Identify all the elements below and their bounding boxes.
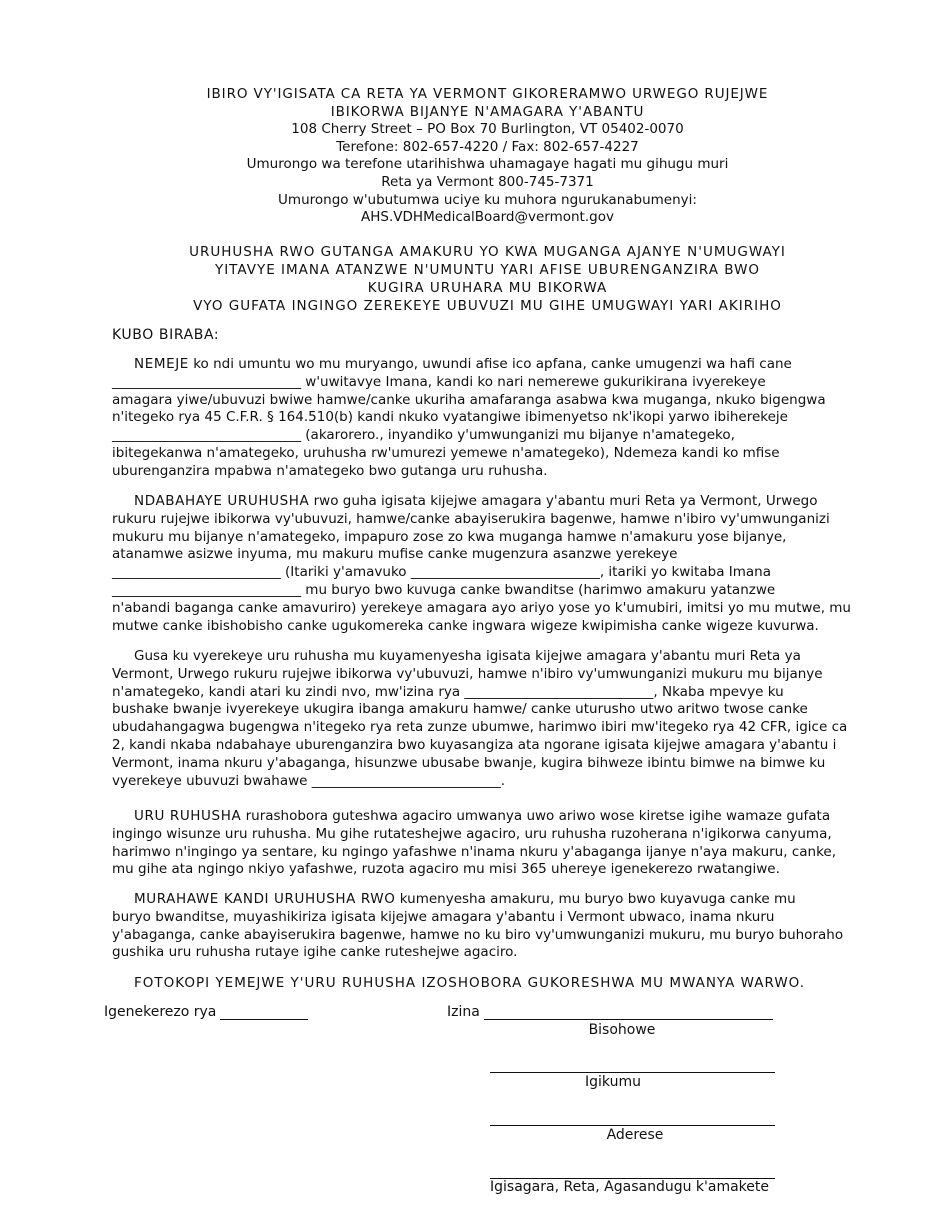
- date-label: Igenekerezo rya: [104, 1004, 217, 1020]
- paragraph-line: y'abaganga, canke abayiserukira bagenwe, hamwe no ku biro vy'umwunganizi mukuru, mu buryo buhoraho: [112, 926, 844, 943]
- printed-name-line[interactable]: [490, 1072, 775, 1073]
- paragraph-line: n'itegeko rya 45 C.F.R. § 164.510(b) kandi nkuko vyatangiwe ibimenyetso nk'ikopi yarwo ibiherekeje: [112, 409, 788, 426]
- paragraph-line: gushika uru ruhusha rutaye igihe canke ruteshejwe agaciro.: [112, 944, 518, 961]
- agency-name-line2: IBIKORWA BIJANYE N'AMAGARA Y'ABANTU: [330, 103, 645, 120]
- form-title: [100, 243, 875, 315]
- paragraph-line: uburenganzira mpabwa n'amategeko bwo gutanga uru ruhusha.: [112, 462, 548, 479]
- paragraph-line: ____________________________ (akarorero., inyandiko y'umwunganizi mu bijanye n'amategeko,: [112, 427, 735, 444]
- name-label: Izina: [447, 1004, 480, 1020]
- tollfree-line1: Umurongo wa terefone utarihishwa uhamagaye hagati mu gihugu muri: [246, 156, 729, 173]
- paragraph-line: 2, kandi nkaba ndabahaye uburenganzira bwo kuyasangiza ata ngorane igisata kijejwe amagara y'abantu i: [112, 736, 837, 753]
- agency-address: 108 Cherry Street – PO Box 70 Burlington, VT 05402-0070: [291, 121, 684, 138]
- paragraph-line: atanamwe asizwe inyuma, mu makuru mufise canke mugenzura asanzwe yerekeye: [112, 546, 678, 563]
- paragraph-line: _________________________ (Itariki y'amavuko ____________________________, itariki yo kwitaba Imana: [112, 564, 771, 581]
- address-caption: Aderese: [606, 1127, 664, 1143]
- date-line[interactable]: [220, 1019, 308, 1020]
- agency-header: [100, 86, 875, 227]
- paragraph-lead: NEMEJE: [134, 356, 189, 372]
- paragraph-line: mu gihe ata ngingo nkiyo yafashwe, ruzota agaciro mu misi 365 uhereye igenekerezo rwatangiwe.: [112, 861, 780, 878]
- paragraph-line: n'amategeko, kandi atari ku zindi nvo, mw'izina rya ____________________________, Nkaba mpevye ku: [112, 683, 784, 700]
- paragraph-text: ko ndi umuntu wo mu muryango, uwundi afise ico apfana, canke umugenzi wa hafi cane: [188, 356, 792, 372]
- paragraph-line: mukuru mu bijanye n'amategeko, impapuro zose zo kwa muganga hamwe n'amakuru yose bijanye,: [112, 528, 787, 545]
- tollfree-line2: Reta ya Vermont 800-745-7371: [381, 173, 594, 190]
- paragraph-revocation: [112, 808, 858, 879]
- paragraph-line: ibitegekanwa n'amategeko, uruhusha rw'umurezi yemewe n'amategeko), Ndemeza kandi ko mfise: [112, 444, 780, 461]
- paragraph-disclosure: [112, 891, 858, 962]
- paragraph-line: rukuru rujejwe ibikorwa vy'ubuvuzi, hamwe/canke abayiserukira bagenwe, hamwe n'ibiro vy'umwunganizi: [112, 510, 830, 527]
- paragraph-line: ____________________________ mu buryo bwo kuvuga canke bwanditse (harimwo amakuru yatanzwe: [112, 581, 776, 598]
- paragraph-line: harimwo n'ingingo ya sentare, ku ngingo yafashwe n'inama nkuru y'abaganga ijanye n'aya makuru, canke,: [112, 843, 837, 860]
- address-line[interactable]: [490, 1125, 775, 1126]
- paragraph-authorize: [112, 493, 858, 635]
- paragraph-text: rwo guha igisata kijejwe amagara y'abantu muri Reta ya Vermont, Urwego: [309, 493, 818, 509]
- name-line[interactable]: [484, 1019, 773, 1020]
- paragraph-text: rurashobora guteshwa agaciro umwanya uwo ariwo wose kiretse igihe wamaze gufata: [241, 808, 831, 824]
- paragraph-line: Vermont, inama nkuru y'abaganga, hisunzwe ubusabe bwanje, kugira bihweze ibintu bimwe na bimwe ku: [112, 754, 826, 771]
- paragraph-line: bushake bwanje ivyerekeye ukugira ibanga amakuru hamwe/ canke uturusho utwo aritwo twose canke: [112, 701, 808, 718]
- paragraph-line: ubudahangagwa bugengwa n'itegeko rya reta zunze ubumwe, harimwo ibiri mw'itegeko rya 42 CFR, igice ca: [112, 719, 848, 736]
- paragraph-line: Vermont, Urwego rukuru rujejwe ibikorwa vy'ubuvuzi, hamwe n'ibiro vy'umwunganizi mukuru mu bijanye: [112, 665, 823, 682]
- paragraph-line: [112, 891, 858, 909]
- agency-email: AHS.VDHMedicalBoard@vermont.gov: [361, 209, 614, 226]
- paragraph-waiver: [112, 648, 858, 790]
- paragraph-line: amagara yiwe/ubuvuzi bwiwe hamwe/canke ukuriha amafaranga asabwa kwa muganga, nkuko bigengwa: [112, 391, 826, 408]
- form-title-line3: KUGIRA URUHARA MU BIKORWA: [367, 280, 608, 296]
- paragraph-line: ingingo wisunze uru ruhusha. Mu gihe rutateshejwe agaciro, uru ruhusha ruzoherana n'igikorwa canyuma,: [112, 825, 832, 842]
- form-title-line4: VYO GUFATA INGINGO ZEREKEYE UBUVUZI MU GIHE UMUGWAYI YARI AKIRIHO: [193, 298, 782, 314]
- agency-phone: Terefone: 802-657-4220 / Fax: 802-657-4227: [336, 138, 639, 155]
- paragraph-lead: NDABAHAYE URUHUSHA: [134, 493, 310, 509]
- paragraph-line: [112, 493, 858, 511]
- paragraph-line: mutwe canke ibishobisho canke ugukomereka canke ingwara wigeze kwipimisha canke wigeze kuvurwa.: [112, 617, 819, 634]
- paragraph-line: [112, 808, 858, 826]
- paragraph-line: buryo bwanditse, muyashikiriza igisata kijejwe amagara y'abantu i Vermont ubwaco, inama nkuru: [112, 908, 775, 925]
- paragraph-line: [112, 356, 858, 374]
- paragraph-line: Gusa ku vyerekeye uru ruhusha mu kuyamenyesha igisata kijejwe amagara y'abantu muri Reta ya: [134, 648, 801, 664]
- form-title-line2: YITAVYE IMANA ATANZWE N'UMUNTU YARI AFISE UBURENGANZIRA BWO: [214, 262, 761, 278]
- paragraph-text: kumenyesha amakuru, mu buryo bwo kuyavuga canke mu: [395, 891, 796, 907]
- form-title-line1: URUHUSHA RWO GUTANGA AMAKURU YO KWA MUGANGA AJANYE N'UMUGWAYI: [189, 244, 786, 260]
- paragraph-line: ____________________________ w'uwitavye Imana, kandi ko nari nemerewe gukurikirana ivyerekeye: [112, 373, 766, 390]
- email-label: Umurongo w'ubutumwa uciye ku muhora ngurukanabumenyi:: [278, 191, 697, 208]
- signature-caption: Bisohowe: [588, 1022, 656, 1038]
- paragraph-lead: URU RUHUSHA: [134, 808, 242, 824]
- agency-name-line1: IBIRO VY'IGISATA CA RETA YA VERMONT GIKORERAMWO URWEGO RUJEJWE: [206, 86, 769, 102]
- paragraph-line: vyerekeye ubuvuzi bwahawe ____________________________.: [112, 772, 506, 789]
- paragraph-certify: [112, 356, 858, 481]
- salutation: KUBO BIRABA:: [112, 327, 220, 343]
- paragraph-lead: MURAHAWE KANDI URUHUSHA RWO: [134, 891, 396, 907]
- photocopy-notice: FOTOKOPI YEMEJWE Y'URU RUHUSHA IZOSHOBORA GUKORESHWA MU MWANYA WARWO.: [134, 975, 806, 991]
- printed-name-caption: Igikumu: [585, 1074, 641, 1090]
- paragraph-line: n'abandi baganga canke amavuriro) yerekeye amagara ayo ariyo yose yo k'umubiri, imitsi yo mu mutwe, mu: [112, 599, 851, 616]
- city-state-zip-caption: Igisagara, Reta, Agasandugu k'amakete: [490, 1179, 769, 1195]
